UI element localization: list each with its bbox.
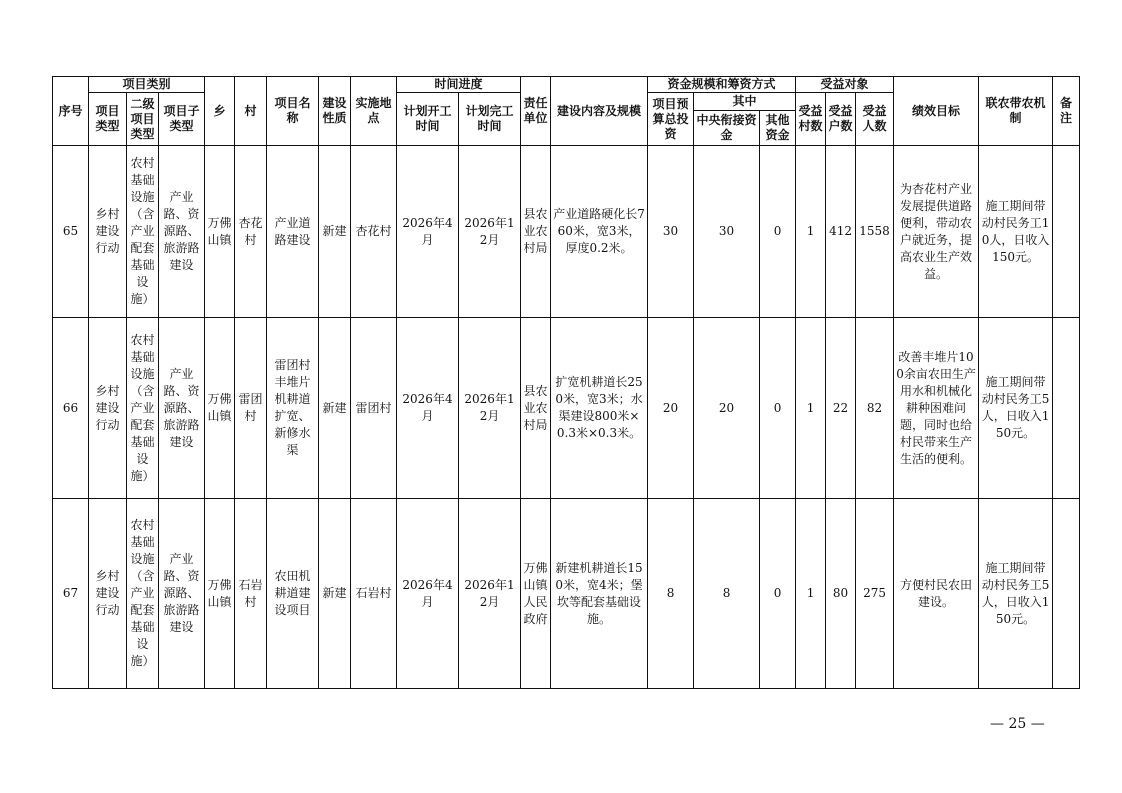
table-row: [53, 318, 1080, 499]
cell-seq: 66: [53, 318, 89, 499]
cell-ben-villages: 1: [796, 499, 826, 689]
cell-seq: 67: [53, 499, 89, 689]
cell-project-type: 乡村建设行动: [89, 318, 127, 499]
col-sub-type: 项目子类型: [159, 93, 205, 146]
cell-sub-type: 产业路、资源路、旅游路建设: [159, 499, 205, 689]
cell-level2-type: 农村基础设施（含产业配套基础设施）: [127, 146, 159, 318]
cell-budget-total: 20: [648, 318, 694, 499]
cell-central-funds: 30: [694, 146, 760, 318]
cell-other-funds: 0: [760, 146, 796, 318]
col-plan-end: 计划完工时间: [459, 93, 521, 146]
cell-project-type: 乡村建设行动: [89, 146, 127, 318]
page-number: — 25 —: [990, 716, 1045, 732]
col-project-type: 项目类型: [89, 93, 127, 146]
cell-ben-households: 412: [826, 146, 856, 318]
cell-remarks: [1053, 146, 1080, 318]
cell-central-funds: 20: [694, 318, 760, 499]
col-content: 建设内容及规模: [551, 77, 648, 146]
cell-other-funds: 0: [760, 318, 796, 499]
cell-project-name: 产业道路建设: [267, 146, 319, 318]
cell-ben-households: 22: [826, 318, 856, 499]
col-other-funds: 其他资金: [760, 111, 796, 146]
table-header: [53, 77, 1080, 146]
cell-nature: 新建: [319, 499, 351, 689]
col-central-funds: 中央衔接资金: [694, 111, 760, 146]
col-group-beneficiaries: 受益对象: [796, 77, 894, 93]
col-level2-type: 二级项目类型: [127, 93, 159, 146]
cell-level2-type: 农村基础设施（含产业配套基础设施）: [127, 499, 159, 689]
col-plan-start: 计划开工时间: [397, 93, 459, 146]
cell-township: 万佛山镇: [205, 499, 235, 689]
table-row: [53, 499, 1080, 689]
cell-remarks: [1053, 318, 1080, 499]
cell-village: 雷团村: [235, 318, 267, 499]
cell-village: 石岩村: [235, 499, 267, 689]
cell-performance: 改善丰堆片100余亩农田生产用水和机械化耕种困难问题，同时也给村民带来生产生活的便利。: [894, 318, 979, 499]
cell-performance: 方便村民农田建设。: [894, 499, 979, 689]
cell-township: 万佛山镇: [205, 146, 235, 318]
cell-ben-people: 275: [856, 499, 894, 689]
col-ben-villages: 受益村数: [796, 93, 826, 146]
table-body: [53, 146, 1080, 689]
cell-content: 新建机耕道长150米，宽4米；堡坎等配套基础设施。: [551, 499, 648, 689]
col-remarks: 备注: [1053, 77, 1080, 146]
col-seq: 序号: [53, 77, 89, 146]
cell-other-funds: 0: [760, 499, 796, 689]
col-location: 实施地点: [351, 77, 397, 146]
col-performance: 绩效目标: [894, 77, 979, 146]
cell-project-type: 乡村建设行动: [89, 499, 127, 689]
cell-location: 雷团村: [351, 318, 397, 499]
cell-remarks: [1053, 499, 1080, 689]
cell-responsible: 万佛山镇人民政府: [521, 499, 551, 689]
cell-budget-total: 30: [648, 146, 694, 318]
col-group-schedule: 时间进度: [397, 77, 521, 93]
cell-location: 石岩村: [351, 499, 397, 689]
cell-plan-start: 2026年4月: [397, 499, 459, 689]
cell-sub-type: 产业路、资源路、旅游路建设: [159, 146, 205, 318]
table-row: [53, 146, 1080, 318]
cell-project-name: 农田机耕道建设项目: [267, 499, 319, 689]
col-village: 村: [235, 77, 267, 146]
cell-seq: 65: [53, 146, 89, 318]
cell-content: 扩宽机耕道长250米，宽3米；水渠建设800米×0.3米×0.3米。: [551, 318, 648, 499]
cell-ben-people: 82: [856, 318, 894, 499]
cell-linkage: 施工期间带动村民务工5人，日收入150元。: [979, 318, 1053, 499]
col-ben-households: 受益户数: [826, 93, 856, 146]
col-project-name: 项目名称: [267, 77, 319, 146]
cell-plan-end: 2026年12月: [459, 318, 521, 499]
cell-central-funds: 8: [694, 499, 760, 689]
cell-linkage: 施工期间带动村民务工5人，日收入150元。: [979, 499, 1053, 689]
cell-plan-start: 2026年4月: [397, 318, 459, 499]
cell-linkage: 施工期间带动村民务工10人，日收入150元。: [979, 146, 1053, 318]
cell-ben-villages: 1: [796, 318, 826, 499]
cell-plan-end: 2026年12月: [459, 499, 521, 689]
cell-content: 产业道路硬化长760米，宽3米，厚度0.2米。: [551, 146, 648, 318]
col-linkage: 联农带农机制: [979, 77, 1053, 146]
cell-project-name: 雷团村丰堆片机耕道扩宽、新修水渠: [267, 318, 319, 499]
cell-performance: 为杏花村产业发展提供道路便利，带动农户就近务，提高农业生产效益。: [894, 146, 979, 318]
col-group-project-category: 项目类别: [89, 77, 205, 93]
cell-plan-end: 2026年12月: [459, 146, 521, 318]
cell-budget-total: 8: [648, 499, 694, 689]
cell-responsible: 县农业农村局: [521, 318, 551, 499]
col-group-funding: 资金规模和筹资方式: [648, 77, 796, 93]
project-table: [52, 76, 1080, 689]
cell-ben-people: 1558: [856, 146, 894, 318]
cell-nature: 新建: [319, 146, 351, 318]
cell-ben-households: 80: [826, 499, 856, 689]
cell-location: 杏花村: [351, 146, 397, 318]
cell-plan-start: 2026年4月: [397, 146, 459, 318]
cell-sub-type: 产业路、资源路、旅游路建设: [159, 318, 205, 499]
cell-level2-type: 农村基础设施（含产业配套基础设施）: [127, 318, 159, 499]
cell-ben-villages: 1: [796, 146, 826, 318]
col-responsible: 责任单位: [521, 77, 551, 146]
col-budget-total: 项目预算总投资: [648, 93, 694, 146]
cell-responsible: 县农业农村局: [521, 146, 551, 318]
project-table-sheet: [52, 76, 1072, 689]
cell-township: 万佛山镇: [205, 318, 235, 499]
cell-nature: 新建: [319, 318, 351, 499]
cell-village: 杏花村: [235, 146, 267, 318]
col-ben-people: 受益人数: [856, 93, 894, 146]
col-group-of-which: 其中: [694, 93, 796, 111]
col-township: 乡: [205, 77, 235, 146]
col-nature: 建设性质: [319, 77, 351, 146]
